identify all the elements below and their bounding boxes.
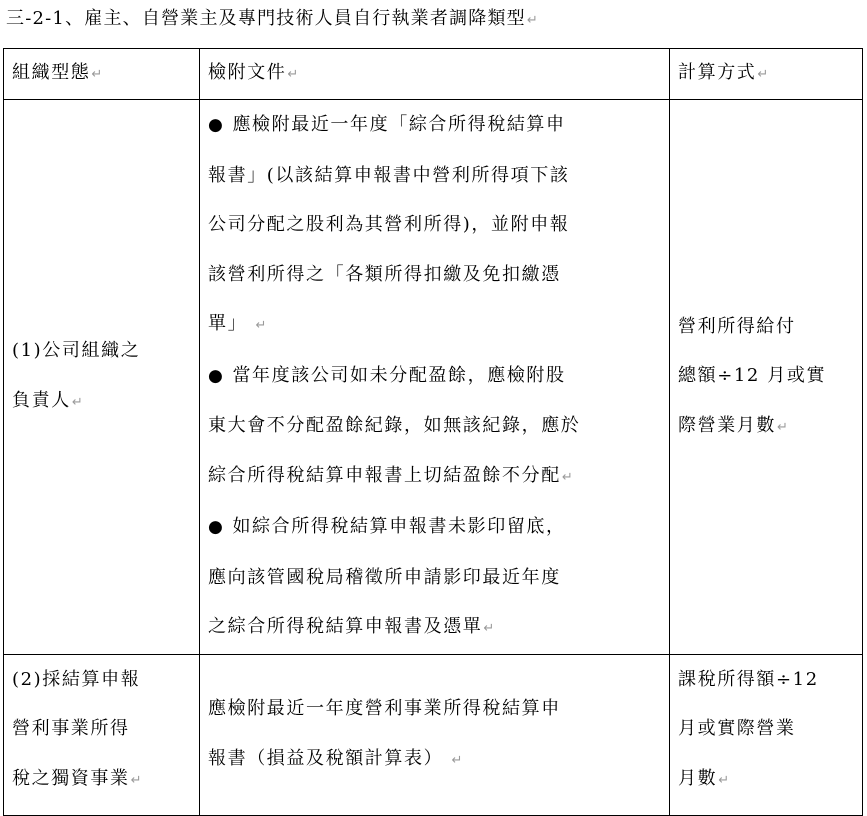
doc-line: 該營利所得之「各類所得扣繳及免扣繳憑 (208, 263, 561, 285)
bullet-icon: ● (208, 115, 225, 135)
calc-line: 課稅所得額÷12 (678, 668, 819, 690)
doc-line: 東大會不分配盈餘紀錄，如無該紀錄，應於 (208, 415, 581, 436)
documents-cell (200, 100, 670, 655)
bullet-icon: ● (208, 365, 225, 386)
doc-line: 公司分配之股利為其營利所得)，並附申報 (208, 214, 570, 235)
doc-line: ● 當年度該公司如未分配盈餘，應檢附股 (208, 364, 566, 386)
header-calculation: 計算方式↵ (670, 49, 863, 100)
doc-line: 報書」(以該結算申報書中營利所得項下該 (208, 164, 570, 186)
doc-line: 應檢附最近一年度營利事業所得稅結算申 (208, 698, 561, 719)
org-type-cell (4, 654, 200, 815)
header-org-type: 組織型態↵ (4, 49, 200, 100)
org-line: 稅之獨資事業↵ (12, 767, 144, 789)
table-header-row (4, 49, 863, 100)
calc-line: 月數↵ (678, 767, 731, 789)
org-line: (1)公司組織之 (12, 340, 141, 362)
document-title-text: 三-2-1、雇主、自營業主及專門技術人員自行執業者調降類型 (6, 8, 526, 29)
doc-line: 應向該管國稅局稽徵所申請影印最近年度 (208, 566, 561, 588)
table-row (4, 654, 863, 815)
org-line: 營利事業所得 (12, 718, 130, 739)
doc-line: 之綜合所得稅結算申報書及憑單↵ (208, 616, 496, 637)
doc-line: ● 如綜合所得稅結算申報書未影印留底， (208, 516, 566, 537)
calc-line: 月或實際營業 (678, 718, 796, 739)
paragraph-mark: ↵ (526, 13, 539, 28)
calculation-cell (670, 654, 863, 815)
calc-line: 際營業月數↵ (678, 414, 790, 436)
org-line: 負責人↵ (12, 389, 85, 411)
doc-line: 單」 ↵ (208, 313, 269, 334)
calc-line: 總額÷12 月或實 (678, 365, 827, 386)
header-documents: 檢附文件↵ (200, 49, 670, 100)
calc-line: 營利所得給付 (678, 315, 796, 337)
doc-line: 綜合所得稅結算申報書上切結盈餘不分配↵ (208, 464, 575, 486)
bullet-icon: ● (208, 517, 225, 537)
adjustment-types-table (3, 48, 863, 816)
doc-line: ● 應檢附最近一年度「綜合所得稅結算申 (208, 114, 566, 135)
document-title (6, 7, 539, 31)
documents-cell (200, 654, 670, 815)
doc-line: 報書（損益及稅額計算表） ↵ (208, 747, 465, 769)
table-row (4, 100, 863, 655)
org-line: (2)採結算申報 (12, 668, 141, 690)
org-type-cell (4, 100, 200, 655)
calculation-cell (670, 100, 863, 655)
